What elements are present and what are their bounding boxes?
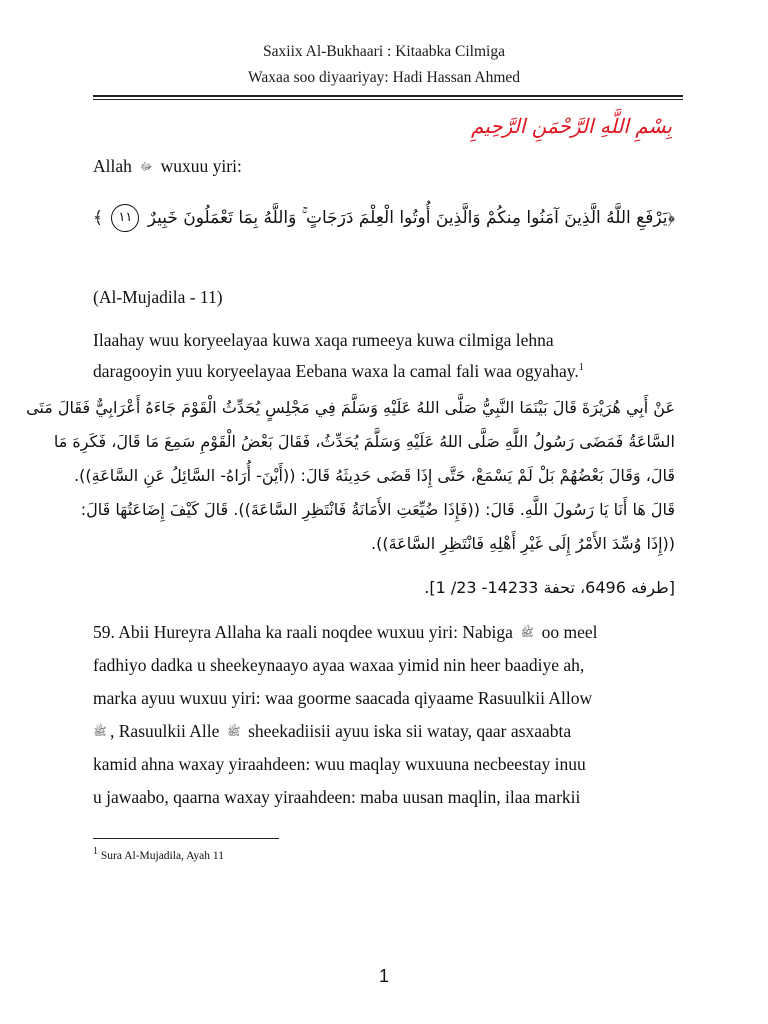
quran-verse-text: ﴿يَرْفَعِ اللَّهُ الَّذِينَ آمَنُوا مِنكُمْ وَالَّذِينَ أُوتُوا الْعِلْمَ دَرَجَاتٍ ۚ وَاللَّهُ بِمَا تَعْمَلُونَ خَبِيرٌ [147, 208, 675, 228]
translation-line-1 [93, 622, 598, 643]
translation-line-4-a: , Rasuulkii Alle [110, 721, 220, 741]
salawat-icon: ﷺ [520, 625, 534, 639]
hadith-arabic-line-5: ((إِذَا وُسِّدَ الأَمْرُ إِلَى غَيْرِ أَهْلِهِ فَانْتَظِرِ السَّاعَةَ)). [371, 534, 675, 553]
surah-citation: (Al-Mujadila - 11) [93, 287, 223, 307]
translation-line-1-a: 59. Abii Hureyra Allaha ka raali noqdee wuxuu yiri: Nabiga [93, 622, 513, 642]
intro-said: wuxuu yiri: [160, 156, 242, 176]
translation-line-2: fadhiyo dadka u sheekeynaayo ayaa waxaa yimid nin heer baadiye ah, [93, 655, 585, 675]
hadith-arabic-line-4: قَالَ هَا أَنَا يَا رَسُولَ اللَّهِ. قَالَ: ((فَإِذَا ضُيِّعَتِ الأَمَانَةُ فَانْتَظِرِ السَّاعَةَ)). قَالَ كَيْفَ إِضَاعَتُهَا قَالَ: [80, 500, 675, 519]
explanation-line-2 [93, 361, 584, 382]
explanation-line-2-text: daragooyin yuu koryeelayaa Eebana waxa la camal fali waa ogyahay. [93, 361, 579, 381]
quran-verse-close: ﴾ [92, 208, 103, 228]
footnote-divider [93, 838, 279, 839]
page-number: 1 [378, 966, 389, 986]
translation-line-4-b: sheekadiisii ayuu iska sii watay, qaar asxaabta [248, 721, 572, 741]
intro-line [93, 156, 242, 177]
translation-line-5: kamid ahna waxay yiraahdeen: wuu maqlay wuxuuna necbeestay inuu [93, 754, 586, 774]
footnote-reference[interactable]: 1 [578, 362, 584, 374]
intro-allah: Allah [93, 156, 132, 176]
salawat-icon: ﷺ [93, 724, 107, 738]
glorification-icon: ﷻ [140, 159, 153, 173]
hadith-arabic-line-3: قَالَ، وَقَالَ بَعْضُهُمْ بَلْ لَمْ يَسْمَعْ، حَتَّى إِذَا قَضَى حَدِيثَهُ قَالَ: ((أَيْنَ- أُرَاهُ- السَّائِلُ عَنِ السَّاعَةِ)). [74, 466, 675, 485]
translation-line-6: u jawaabo, qaarna waxay yiraahdeen: maba uusan maqlin, ilaa markii [93, 787, 581, 807]
translation-line-3: marka ayuu wuxuu yiri: waa goorme saacada qiyaame Rasuulkii Allow [93, 688, 593, 708]
hadith-reference: [طرفه 6496، تحفة 14233- 23/ 1]. [424, 578, 675, 597]
translation-line-1-b: oo meel [541, 622, 598, 642]
salawat-icon: ﷺ [227, 724, 241, 738]
header-divider [93, 95, 683, 97]
hadith-arabic-line-1: عَنْ أَبِي هُرَيْرَةَ قَالَ بَيْنَمَا النَّبِيُّ صَلَّى اللهُ عَلَيْهِ وَسَلَّمَ فِي مَجْلِسٍ يُحَدِّثُ الْقَوْمَ جَاءَهُ أَعْرَابِيٌّ فَقَالَ مَتَى [26, 398, 675, 417]
ayah-number-marker: ١١ [111, 204, 139, 232]
translation-line-4 [93, 721, 571, 742]
hadith-arabic-line-2: السَّاعَةُ فَمَضَى رَسُولُ اللَّهِ صَلَّى اللهُ عَلَيْهِ وَسَلَّمَ يُحَدِّثُ، فَقَالَ بَعْضُ الْقَوْمِ سَمِعَ مَا قَالَ، فَكَرِهَ مَا [53, 432, 675, 451]
header-divider-thin [93, 99, 683, 100]
explanation-line-1: Ilaahay wuu koryeelayaa kuwa xaqa rumeeya kuwa cilmiga lehna [93, 330, 554, 350]
footnote-text: Sura Al-Mujadila, Ayah 11 [100, 849, 224, 862]
quran-verse [93, 204, 675, 232]
footnote-number: 1 [93, 846, 98, 857]
running-header-author: Waxaa soo diyaariyay: Hadi Hassan Ahmed [247, 69, 521, 86]
running-header-title: Saxiix Al-Bukhaari : Kitaabka Cilmiga [263, 43, 505, 60]
footnote [93, 846, 224, 862]
basmala-calligraphy: بِسْمِ اللَّهِ الرَّحْمَنِ الرَّحِيمِ [470, 114, 672, 138]
